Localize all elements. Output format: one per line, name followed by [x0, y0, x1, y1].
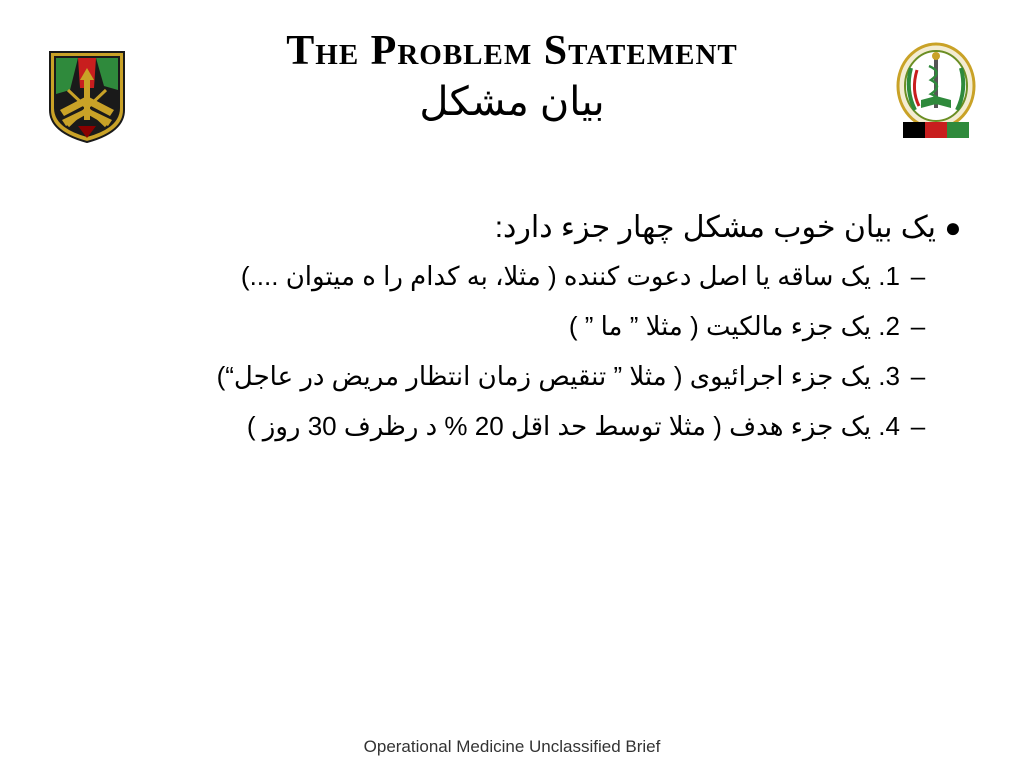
sub-item — [80, 251, 936, 301]
sub-item-text: 1. یک ساقه یا اصل دعوت کننده ( مثلا، به کدام را ه میتوان ....) — [240, 261, 900, 291]
title-block — [170, 26, 854, 126]
slide-title: The Problem Statement — [286, 28, 738, 74]
sub-item — [80, 351, 936, 401]
bullet-marker: ● — [944, 212, 962, 243]
slide-footer: Operational Medicine Unclassified Brief — [363, 737, 661, 756]
sub-item-text: 4. یک جزء هدف ( مثلا توسط حد اقل 20 % د رظرف 30 روز ) — [246, 411, 900, 441]
sub-item-text: 3. یک جزء اجرائیوی ( مثلا ” تنقیص زمان انتظار مریض در عاجل“) — [216, 361, 900, 391]
slide-subtitle: بیان مشکل — [419, 80, 605, 124]
medical-emblem-seal-icon — [895, 40, 977, 142]
dash-marker: – — [910, 411, 926, 441]
bullet-text: یک بیان خوب مشکل چهار جزء دارد: — [494, 211, 936, 244]
military-unit-shield-icon — [48, 50, 126, 144]
content-area — [80, 205, 970, 451]
dash-marker: – — [910, 361, 926, 391]
bullet-item — [80, 205, 970, 251]
sub-item — [80, 301, 936, 351]
dash-marker: – — [910, 261, 926, 291]
sub-item — [80, 401, 936, 451]
sub-item-text: 2. یک جزء مالکیت ( مثلا ” ما ” ) — [568, 311, 900, 341]
dash-marker: – — [910, 311, 926, 341]
